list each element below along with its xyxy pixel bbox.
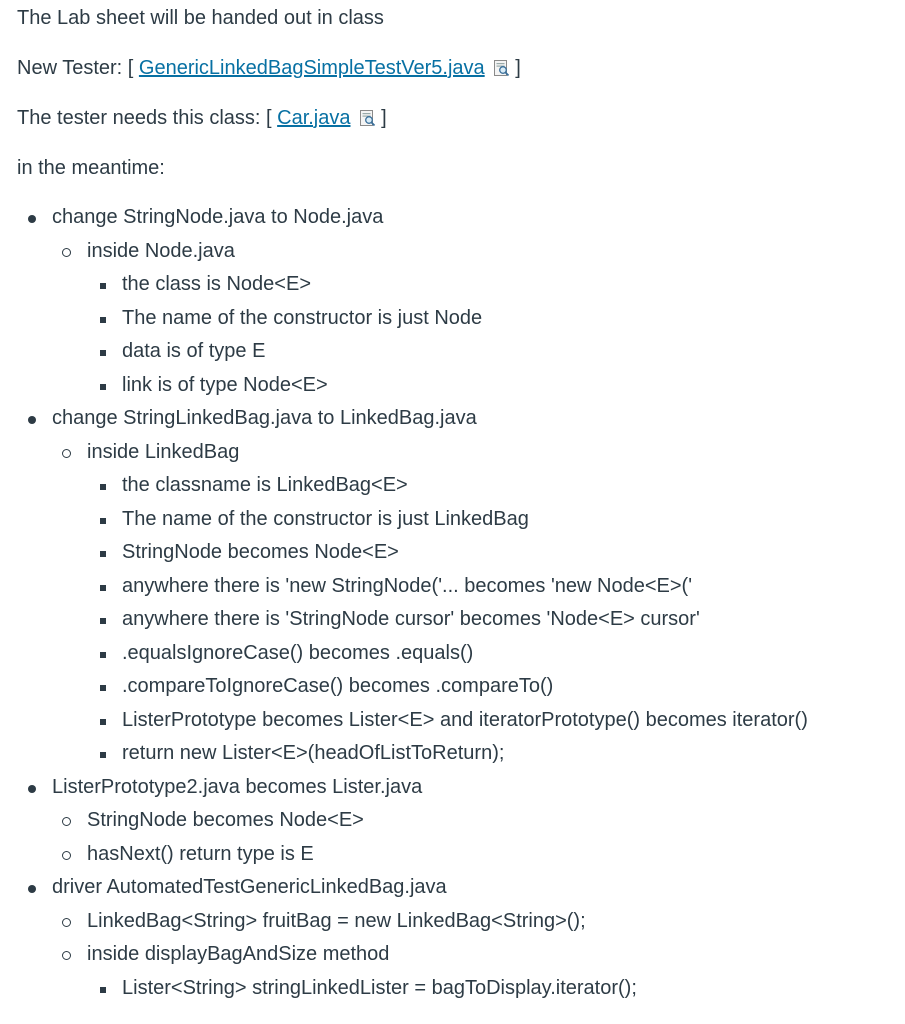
intro-line: The Lab sheet will be handed out in class [17,7,384,29]
step-text: driver AutomatedTestGenericLinkedBag.java [52,876,447,898]
tester-file-link[interactable]: GenericLinkedBagSimpleTestVer5.java [138,57,485,79]
substep-item [52,938,897,1005]
bullet-disc-icon [17,871,52,905]
detail-item [87,536,897,570]
detail-item [87,603,897,637]
car-file-link[interactable]: Car.java [277,107,351,129]
detail-text: data is of type E [122,340,266,362]
detail-list [87,469,897,771]
substep-text: inside displayBagAndSize method [87,943,390,965]
bullet-disc-icon [17,402,52,436]
detail-text: StringNode becomes Node<E> [122,541,399,563]
detail-text: the class is Node<E> [122,273,311,295]
bullet-square-icon [87,637,122,671]
substep-list [52,804,897,871]
bullet-circle-icon [52,905,87,939]
bullet-square-icon [87,302,122,336]
bullet-disc-icon [17,771,52,805]
bullet-circle-icon [52,804,87,838]
bullet-square-icon [87,670,122,704]
step-item [17,871,897,1005]
detail-item [87,335,897,369]
bullet-square-icon [87,335,122,369]
detail-list [87,972,897,1006]
step-text: ListerPrototype2.java becomes Lister.java [52,775,423,798]
detail-text: the classname is LinkedBag<E> [122,474,408,496]
meantime-line: in the meantime: [17,157,165,179]
detail-text: ListerPrototype becomes Lister<E> and iteratorPrototype() becomes iterator() [122,708,808,731]
bullet-circle-icon [52,436,87,470]
substep-text: inside Node.java [87,239,235,262]
steps-list [17,201,897,1005]
substep-text: inside LinkedBag [87,440,240,463]
tester-suffix: ] [515,57,521,79]
step-text: change StringLinkedBag.java to LinkedBag.java [52,407,477,429]
detail-item [87,369,897,403]
detail-text: anywhere there is 'new StringNode('... becomes 'new Node<E>(' [122,574,693,597]
bullet-square-icon [87,503,122,537]
detail-text: The name of the constructor is just LinkedBag [122,507,529,530]
bullet-square-icon [87,737,122,771]
bullet-disc-icon [17,201,52,235]
detail-item [87,570,897,604]
substep-text: LinkedBag<String> fruitBag = new LinkedBag<String>(); [87,909,586,932]
bullet-square-icon [87,469,122,503]
substep-list [52,436,897,771]
bullet-circle-icon [52,235,87,269]
detail-item [87,469,897,503]
step-item [17,201,897,402]
bullet-square-icon [87,704,122,738]
tester-prefix: New Tester: [ [17,57,134,79]
substep-item [52,804,897,838]
class-prefix: The tester needs this class: [ [17,107,272,129]
detail-text: return new Lister<E>(headOfListToReturn); [122,742,505,764]
bullet-square-icon [87,603,122,637]
detail-text: Lister<String> stringLinkedLister = bagToDisplay.iterator(); [122,976,637,999]
bullet-square-icon [87,536,122,570]
substep-item [52,235,897,403]
substep-item [52,838,897,872]
content-body [17,0,897,1005]
step-item [17,402,897,771]
bullet-square-icon [87,972,122,1006]
step-item [17,771,897,872]
detail-item [87,670,897,704]
detail-item [87,268,897,302]
bullet-square-icon [87,570,122,604]
class-suffix: ] [381,107,387,129]
detail-text: .compareToIgnoreCase() becomes .compareTo() [122,675,554,697]
substep-list [52,235,897,403]
new-tester-line [17,50,897,100]
detail-text: link is of type Node<E> [122,373,328,396]
bullet-square-icon [87,268,122,302]
substep-text: hasNext() return type is E [87,842,314,865]
substep-item [52,905,897,939]
detail-item [87,503,897,537]
document-preview-icon[interactable] [359,103,376,121]
tester-needs-line [17,100,897,150]
detail-item [87,302,897,336]
substep-list [52,905,897,1006]
detail-list [87,268,897,402]
bullet-circle-icon [52,938,87,972]
bullet-circle-icon [52,838,87,872]
detail-text: The name of the constructor is just Node [122,306,483,329]
step-text: change StringNode.java to Node.java [52,206,384,228]
document-preview-icon[interactable] [493,53,510,71]
detail-item [87,737,897,771]
substep-text: StringNode becomes Node<E> [87,809,364,831]
substep-item [52,436,897,771]
bullet-square-icon [87,369,122,403]
detail-item [87,972,897,1006]
detail-item [87,637,897,671]
detail-item [87,704,897,738]
detail-text: anywhere there is 'StringNode cursor' becomes 'Node<E> cursor' [122,608,700,630]
detail-text: .equalsIgnoreCase() becomes .equals() [122,641,474,664]
